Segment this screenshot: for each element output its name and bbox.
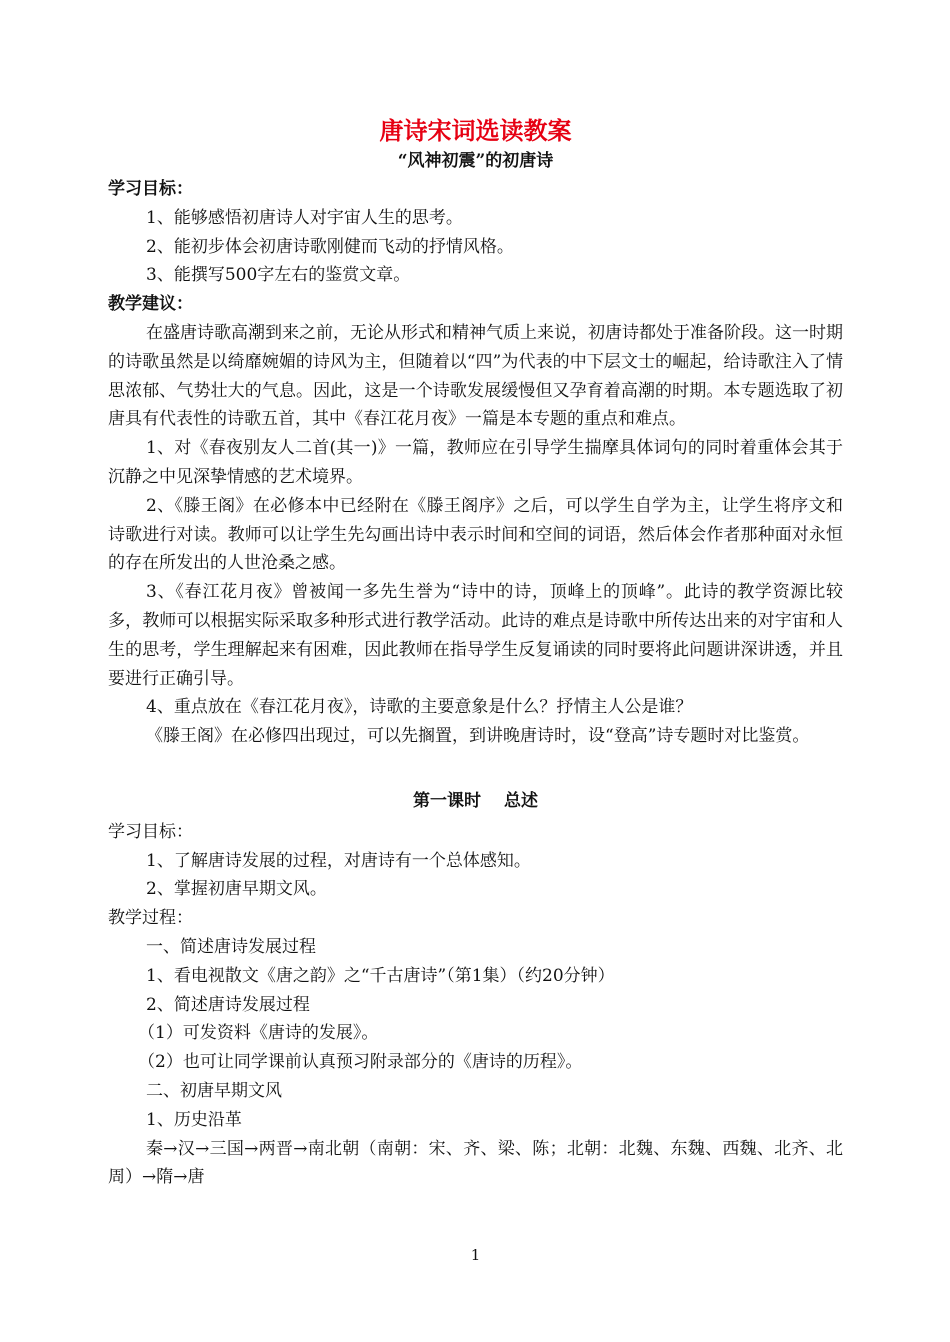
document-subtitle: “风神初震”的初唐诗 bbox=[397, 151, 554, 171]
lesson1-process-heading: 教学过程： bbox=[108, 908, 193, 929]
process-item: 1、看电视散文《唐之韵》之“千古唐诗”（第1集）（约20分钟） bbox=[146, 965, 615, 986]
goal-item: 2、能初步体会初唐诗歌刚健而飞动的抒情风格。 bbox=[146, 236, 514, 257]
process-item: 二、初唐早期文风 bbox=[146, 1080, 282, 1101]
suggest-paragraph: 4、重点放在《春江花月夜》，诗歌的主要意象是什么？抒情主人公是谁？ bbox=[146, 697, 693, 718]
suggest-paragraph: 3、《春江花月夜》曾被闻一多先生誉为“诗中的诗，顶峰上的顶峰”。此诗的教学资源比较多，教师可以根据实际采取多种形式进行教学活动。此诗的难点是诗歌中所传达出来的对宇宙和人生的思考，学生理解起来有困难，因此教师在指导学生反复诵读的同时要将此问题讲深讲透，并且要进行正确引导。 bbox=[108, 582, 843, 689]
document-title: 唐诗宋词选读教案 bbox=[379, 116, 572, 145]
lesson1-goals-heading: 学习目标： bbox=[108, 821, 193, 842]
process-item: 2、简述唐诗发展过程 bbox=[146, 994, 310, 1015]
process-item: 秦→汉→三国→两晋→南北朝（南朝：宋、齐、梁、陈；北朝：北魏、东魏、西魏、北齐、北周）→隋→唐 bbox=[108, 1138, 843, 1188]
suggest-paragraph: 2、《滕王阁》在必修本中已经附在《滕王阁序》之后，可以学生自学为主，让学生将序文和诗歌进行对读。教师可以让学生先勾画出诗中表示时间和空间的词语，然后体会作者那种面对永恒的存在所发出的人世沧桑之感。 bbox=[108, 495, 843, 574]
document-body bbox=[108, 175, 843, 1192]
process-item: （2）也可让同学课前认真预习附录部分的《唐诗的历程》。 bbox=[138, 1052, 583, 1073]
suggest-paragraph: 在盛唐诗歌高潮到来之前，无论从形式和精神气质上来说，初唐诗都处于准备阶段。这一时期的诗歌虽然是以绮靡婉媚的诗风为主，但随着以“四”为代表的中下层文士的崛起，给诗歌注入了情思浓郁、气势壮大的气息。因此，这是一个诗歌发展缓慢但又孕育着高潮的时期。本专题选取了初唐具有代表性的诗歌五首，其中《春江花月夜》一篇是本专题的重点和难点。 bbox=[108, 322, 843, 430]
lesson1-goal-item: 2、掌握初唐早期文风。 bbox=[146, 879, 327, 900]
lesson1-goal-item: 1、了解唐诗发展的过程，对唐诗有一个总体感知。 bbox=[146, 850, 531, 871]
process-item: 1、历史沿革 bbox=[146, 1109, 242, 1130]
goal-item: 1、能够感悟初唐诗人对宇宙人生的思考。 bbox=[146, 207, 463, 228]
suggest-paragraph: 《滕王阁》在必修四出现过，可以先搁置，到讲晚唐诗时，设“登高”诗专题时对比鉴赏。 bbox=[146, 726, 810, 747]
suggest-paragraph: 1、对《春夜别友人二首(其一)》一篇，教师应在引导学生揣摩具体词句的同时着重体会其于沉静之中见深挚情感的艺术境界。 bbox=[108, 438, 843, 487]
suggest-heading: 教学建议： bbox=[108, 294, 193, 315]
goal-item: 3、能撰写500字左右的鉴赏文章。 bbox=[146, 265, 411, 286]
process-item: 一、简述唐诗发展过程 bbox=[146, 936, 316, 957]
goals-heading: 学习目标： bbox=[108, 179, 193, 199]
lesson1-heading: 第一课时 总述 bbox=[413, 790, 538, 811]
process-item: （1）可发资料《唐诗的发展》。 bbox=[138, 1023, 379, 1044]
page-number: 1 bbox=[470, 1246, 481, 1264]
